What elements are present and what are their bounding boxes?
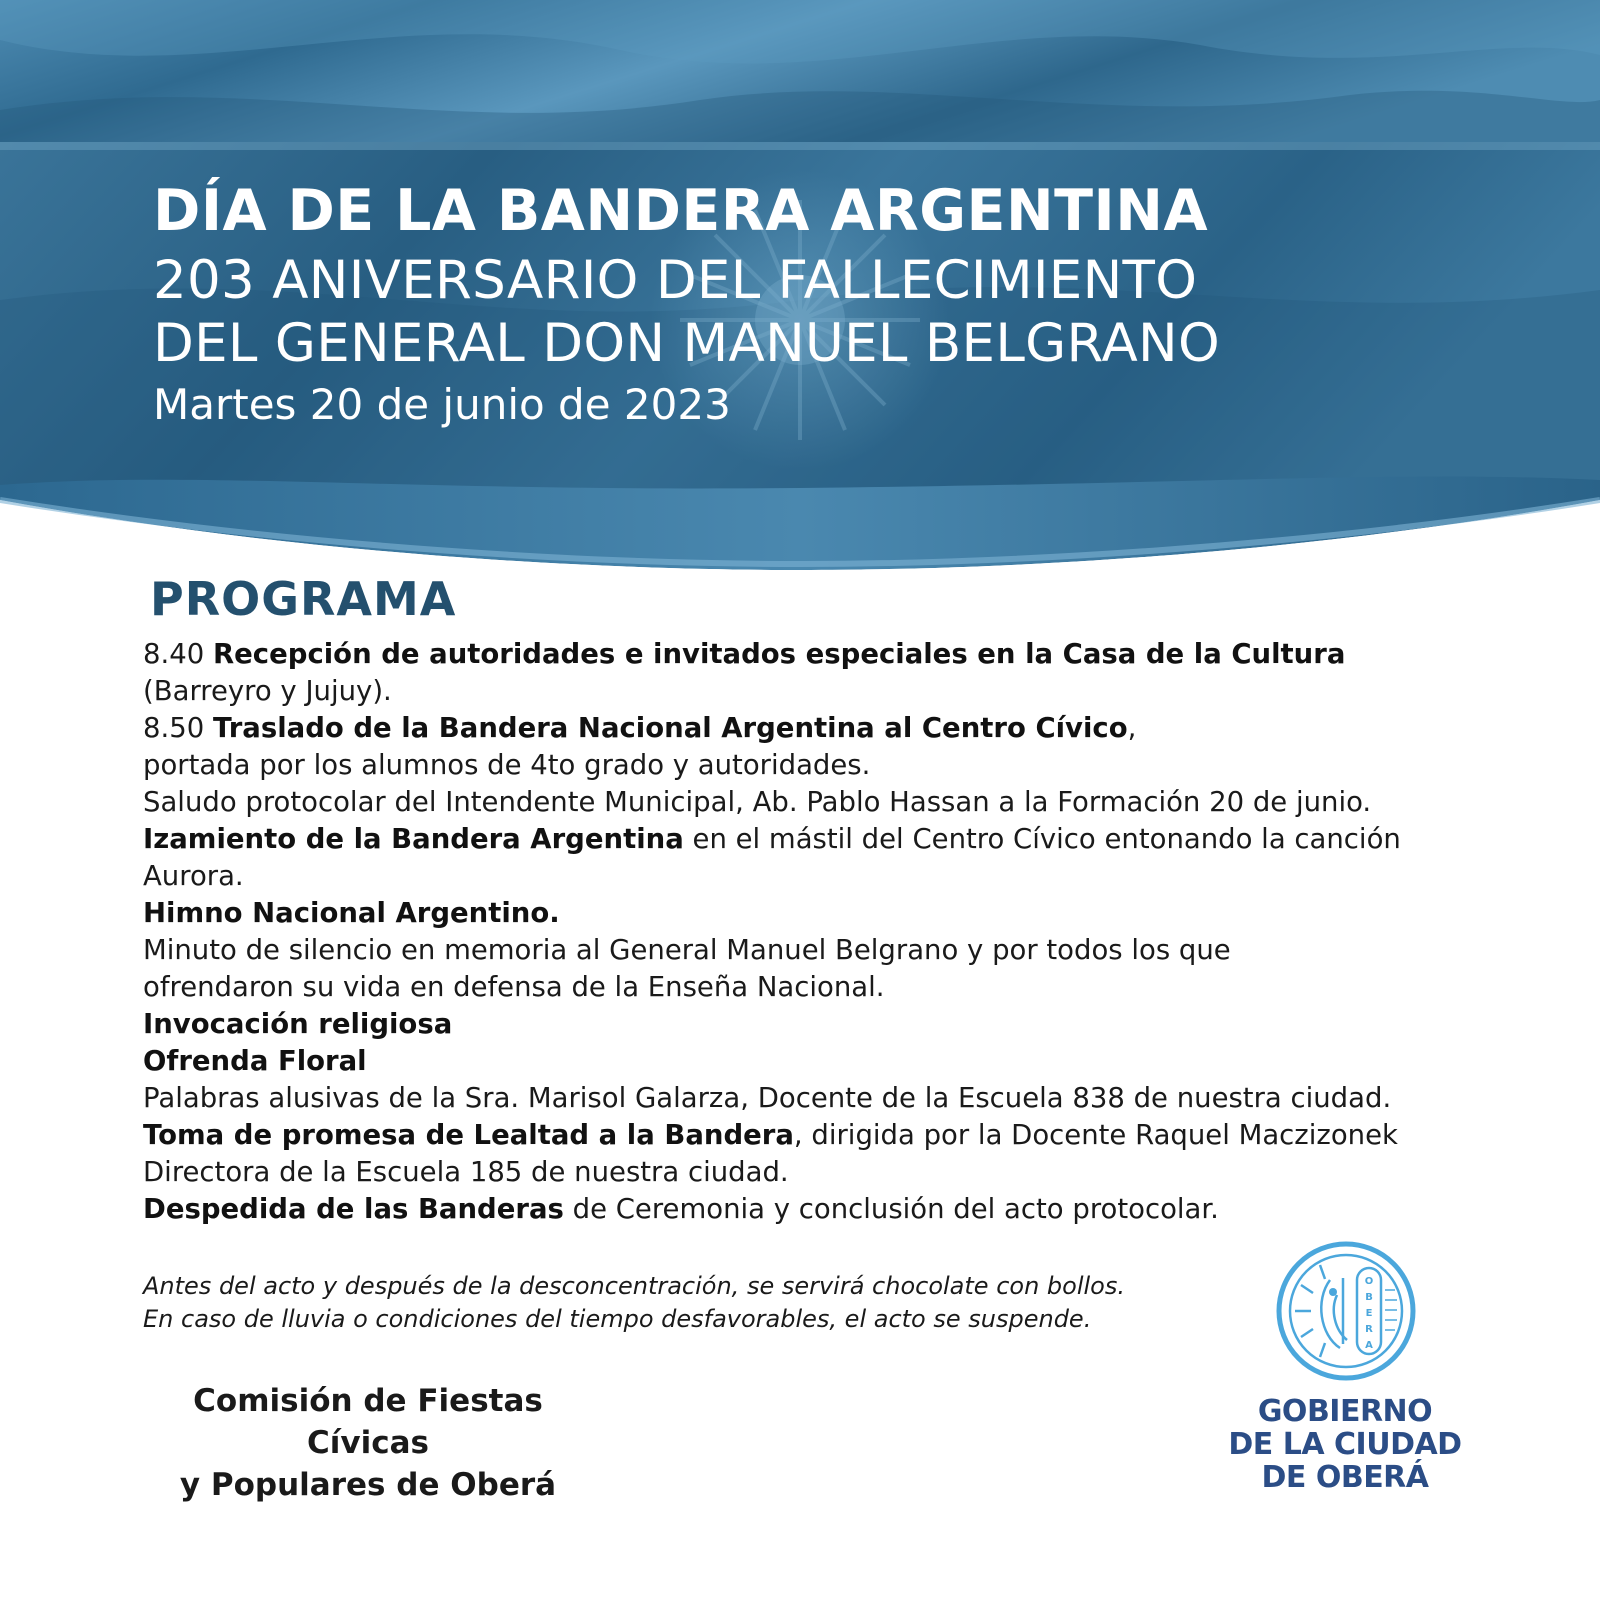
program-item-title: Toma de promesa de Lealtad a la Bandera	[143, 1119, 794, 1151]
program-line	[143, 784, 1443, 821]
subtitle-line-1: 203 ANIVERSARIO DEL FALLECIMIENTO	[153, 250, 1198, 311]
program-line	[143, 636, 1443, 673]
subtitle-line-2: DEL GENERAL DON MANUEL BELGRANO	[153, 313, 1221, 374]
note-line: En caso de lluvia o condiciones del tiempo desfavorables, el acto se suspende.	[143, 1305, 1092, 1333]
notes	[143, 1270, 1125, 1336]
program-line	[143, 858, 1443, 895]
program-line	[143, 1154, 1443, 1191]
seal-letter: O	[1364, 1276, 1374, 1287]
program-line	[143, 932, 1443, 969]
government-logo-text	[1220, 1395, 1470, 1494]
program-line	[143, 1043, 1443, 1080]
program-item-text: ofrendaron su vida en defensa de la Enseña Nacional.	[143, 971, 885, 1003]
seal-letter: B	[1365, 1292, 1373, 1303]
program-item-text: ,	[1127, 712, 1137, 744]
logo-line: DE LA CIUDAD	[1228, 1427, 1462, 1462]
page-title: DÍA DE LA BANDERA ARGENTINA	[153, 178, 1209, 244]
program-line	[143, 710, 1443, 747]
note-line: Antes del acto y después de la desconcentración, se servirá chocolate con bollos.	[143, 1272, 1125, 1300]
logo-line: DE OBERÁ	[1261, 1460, 1429, 1495]
program-line	[143, 1191, 1443, 1228]
program-time: 8.50	[143, 712, 205, 744]
program-line	[143, 747, 1443, 784]
program-item-text: Directora de la Escuela 185 de nuestra ciudad.	[143, 1156, 789, 1188]
program-item-text: Palabras alusivas de la Sra. Marisol Galarza, Docente de la Escuela 838 de nuestra ciudad.	[143, 1082, 1392, 1114]
program-item-title: Ofrenda Floral	[143, 1045, 367, 1077]
seal-letter: A	[1365, 1340, 1373, 1351]
program-item-text: de Ceremonia y conclusión del acto protocolar.	[563, 1193, 1219, 1225]
program-item-text: Aurora.	[143, 860, 244, 892]
program-heading: PROGRAMA	[150, 572, 457, 626]
program-line	[143, 1080, 1443, 1117]
commission-line: Comisión de Fiestas Cívicas	[193, 1383, 543, 1461]
commission-line: y Populares de Oberá	[179, 1467, 557, 1503]
seal-letter: E	[1365, 1308, 1373, 1319]
program-item-title: Izamiento de la Bandera Argentina	[143, 823, 684, 855]
program-item-title: Recepción de autoridades e invitados especiales en la Casa de la Cultura	[212, 638, 1346, 670]
program-line	[143, 821, 1443, 858]
program-time: 8.40	[143, 638, 205, 670]
program-line	[143, 1006, 1443, 1043]
logo-line: GOBIERNO	[1257, 1394, 1433, 1429]
program-line	[143, 969, 1443, 1006]
program-line	[143, 673, 1443, 710]
program-item-text: , dirigida por la Docente Raquel Maczizonek	[793, 1119, 1398, 1151]
program-item-text: en el mástil del Centro Cívico entonando la canción	[683, 823, 1401, 855]
program-item-text: (Barreyro y Jujuy).	[143, 675, 392, 707]
event-date: Martes 20 de junio de 2023	[153, 380, 731, 429]
program-item-title: Despedida de las Banderas	[143, 1193, 564, 1225]
obera-seal-icon	[1275, 1240, 1417, 1382]
program-item-text: portada por los alumnos de 4to grado y autoridades.	[143, 749, 871, 781]
program-line	[143, 895, 1443, 932]
program-item-text: Minuto de silencio en memoria al General Manuel Belgrano y por todos los que	[143, 934, 1231, 966]
program-list	[143, 636, 1443, 1228]
seal-letter: R	[1365, 1324, 1373, 1335]
program-item-title: Himno Nacional Argentino.	[143, 897, 560, 929]
program-line	[143, 1117, 1443, 1154]
program-item-text: Saludo protocolar del Intendente Municipal, Ab. Pablo Hassan a la Formación 20 de junio.	[143, 786, 1372, 818]
commission-signature	[143, 1380, 593, 1506]
program-item-title: Traslado de la Bandera Nacional Argentina al Centro Cívico	[212, 712, 1128, 744]
program-item-title: Invocación religiosa	[143, 1008, 453, 1040]
